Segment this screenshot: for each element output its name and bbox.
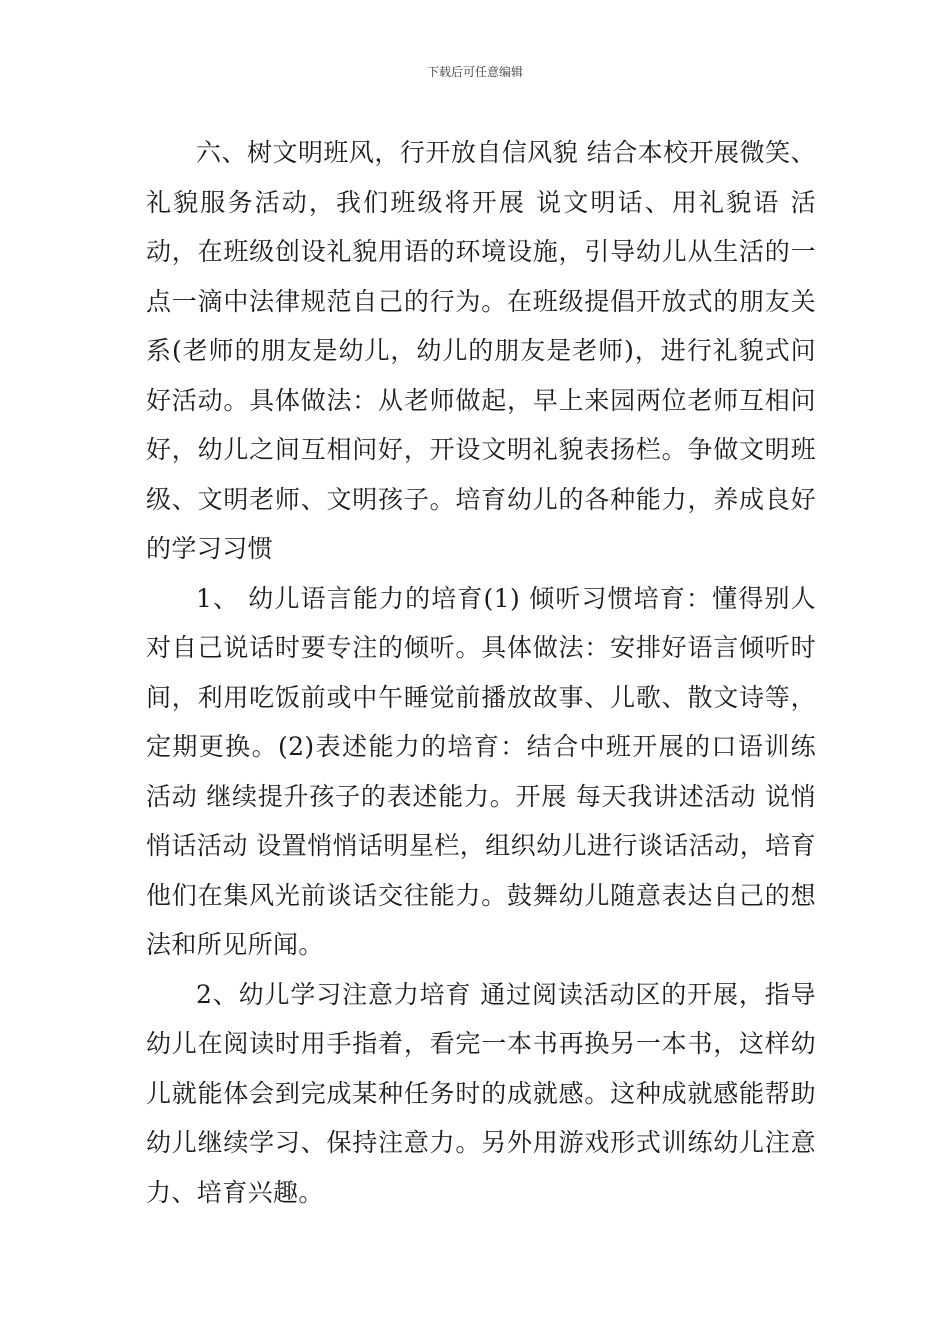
paragraph-attention: 2、幼儿学习注意力培育 通过阅读活动区的开展，指导幼儿在阅读时用手指着，看完一本书再换另一本书，这样幼儿就能体会到完成某种任务时的成就感。这种成就感能帮助幼儿继续学习、保持注意力。另外用游戏形式训练幼儿注意力、培育兴趣。: [146, 979, 816, 1207]
paragraph-civility: 六、树文明班风，行开放自信风貌 结合本校开展微笑、礼貌服务活动，我们班级将开展 说文明话、用礼貌语 活动，在班级创设礼貌用语的环境设施，引导幼儿从生活的一点一滴中法律规范自己的行为。在班级提倡开放式的朋友关系(老师的朋友是幼儿，幼儿的朋友是老师)，进行礼貌式问好活动。具体做法：从老师做起，早上来园两位老师互相问好，幼儿之间互相问好，开设文明礼貌表扬栏。争做文明班级、文明老师、文明孩子。培育幼儿的各种能力，养成良好的学习习惯: [146, 138, 816, 563]
page-header: 下载后可任意编辑: [426, 65, 523, 79]
paragraph-language-ability: 1、 幼儿语言能力的培育(1) 倾听习惯培育：懂得别人对自己说话时要专注的倾听。具体做法：安排好语言倾听时间，利用吃饭前或中午睡觉前播放故事、儿歌、散文诗等，定期更换。(2)表述能力的培育：结合中班开展的口语训练活动 继续提升孩子的表述能力。开展 每天我讲述活动 说悄悄话活动 设置悄悄话明星栏，组织幼儿进行谈话活动，培育他们在集风光前谈话交往能力。鼓舞幼儿随意表达自己的想法和所见所闻。: [146, 583, 816, 959]
document-body: [146, 128, 816, 1217]
